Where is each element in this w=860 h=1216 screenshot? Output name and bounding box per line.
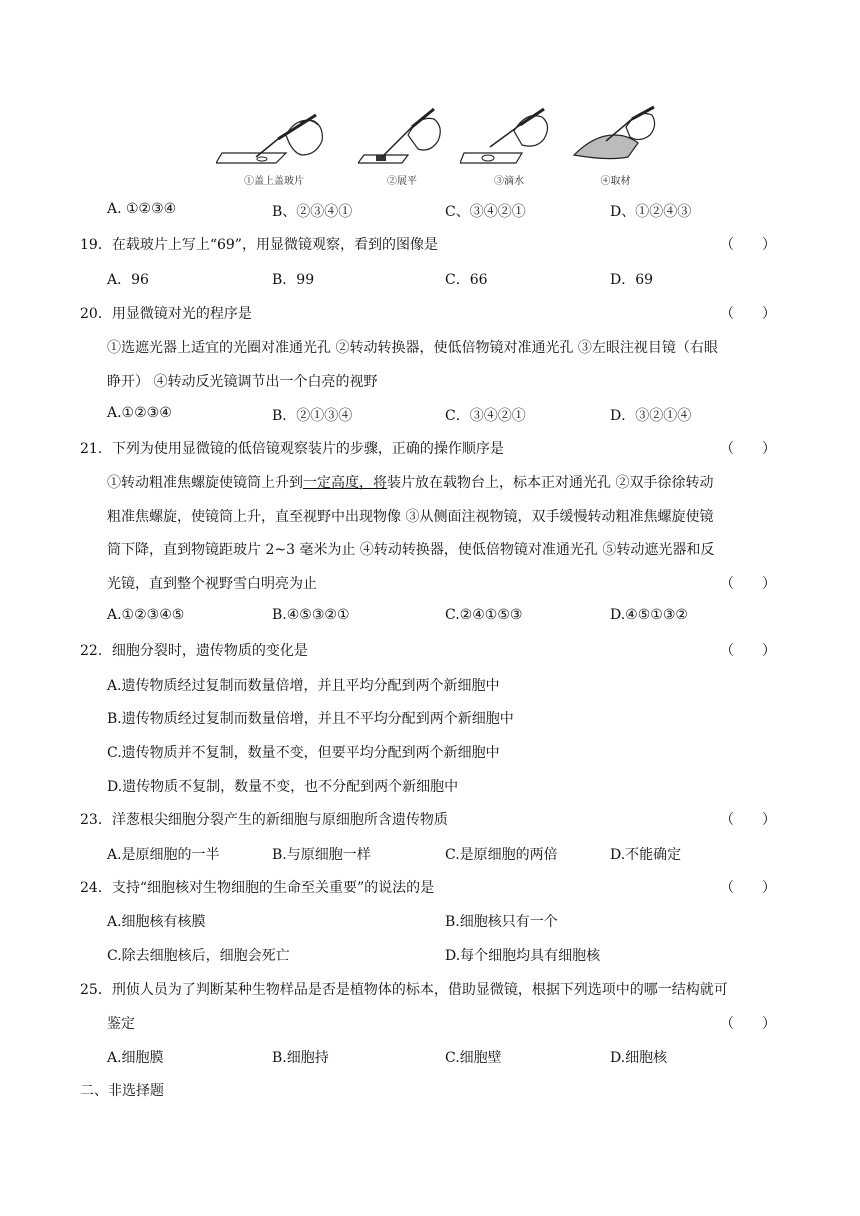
q24-answer-paren: （ ） [720,880,776,896]
q21-option-b: B.④⑤③②① [272,607,350,623]
q22-option-a: A.遗传物质经过复制而数量倍增，并且平均分配到两个新细胞中 [107,678,500,694]
q22-option-c: C.遗传物质并不复制，数量不变，但要平均分配到两个新细胞中 [107,745,500,761]
q21-line2: 粗准焦螺旋，使镜筒上升，直至视野中出现物像 ③从侧面注视物镜，双手缓慢转动粗准焦螺旋使镜 [107,509,714,525]
q25-option-b: B.细胞持 [272,1050,329,1066]
q20-stem: 20．用显微镜对光的程序是 [80,306,252,322]
q21-answer-paren-2: （ ） [720,576,776,592]
q24-stem: 24．支持“细胞核对生物细胞的生命至关重要”的说法的是 [80,880,435,896]
q22-option-d: D.遗传物质不复制，数量不变，也不分配到两个新细胞中 [107,779,459,795]
figure-caption-2: ②展平 [387,176,417,187]
q18-option-c: C、③④②① [445,204,526,220]
q21-line1-underlined: 一定高度，将 [303,475,387,491]
q21-line1-start: ①转动粗准焦螺旋使镜筒上升到 [107,475,303,491]
q22-stem: 22．细胞分裂时，遗传物质的变化是 [80,643,308,659]
q19-option-d: D．69 [610,272,654,288]
q20-option-c: C．③④②① [445,408,526,424]
cover-slip-illustration [216,105,332,175]
q19-option-c: C．66 [445,272,488,288]
q19-option-b: B．99 [272,272,315,288]
figure-caption-1: ①盖上盖玻片 [244,176,304,187]
figure-step-flatten [358,105,446,189]
section-heading: 二、非选择题 [80,1083,164,1099]
q24-option-c: C.除去细胞核后，细胞会死亡 [107,948,290,964]
q21-line4: 光镜，直到整个视野雪白明亮为止 [107,576,317,592]
figure-step-drip-water [460,105,558,189]
q21-line3: 筒下降，直到物镜距玻片 2~3 毫米为止 ④转动转换器，使低倍物镜对准通光孔 ⑤转动遮光器和反 [107,542,715,558]
q21-stem: 21．下列为使用显微镜的低倍镜观察装片的步骤，正确的操作顺序是 [80,441,504,457]
figure-caption-4: ④取材 [600,176,631,187]
q25-line2: 鉴定 [107,1016,135,1032]
q25-option-d: D.细胞核 [610,1050,668,1066]
q18-option-d: D、①②④③ [610,204,692,220]
q24-option-d: D.每个细胞均具有细胞核 [445,948,601,964]
q19-stem: 19．在载玻片上写上“69”，用显微镜观察，看到的图像是 [80,237,438,253]
q21-option-a: A.①②③④⑤ [107,607,185,623]
q21-line1-end: 装片放在载物台上，标本正对通光孔 ②双手徐徐转动 [387,475,714,491]
q18-option-b: B、②③④① [272,204,353,220]
q21-option-c: C.②④①⑤③ [445,607,523,623]
q23-option-a: A.是原细胞的一半 [107,847,220,863]
q23-option-b: B.与原细胞一样 [272,847,371,863]
q18-option-a: A. ①②③④ [107,201,177,217]
q24-option-a: A.细胞核有核膜 [107,914,206,930]
q20-line2: 睁开） ④转动反光镜调节出一个白亮的视野 [107,374,378,390]
q22-option-b: B.遗传物质经过复制而数量倍增，并且不平均分配到两个新细胞中 [107,711,514,727]
q19-option-a: A．96 [107,272,149,288]
q23-option-d: D.不能确定 [610,847,682,863]
q23-stem: 23．洋葱根尖细胞分裂产生的新细胞与原细胞所含遗传物质 [80,812,448,828]
flatten-illustration [358,105,446,175]
q22-answer-paren: （ ） [720,643,776,659]
q20-option-d: D．③②①④ [610,408,692,424]
q25-stem: 25．刑侦人员为了判断某种生物样品是否是植物体的标本，借助显微镜，根据下列选项中的哪一结构就可 [80,982,728,998]
q20-line1: ①选遮光器上适宜的光圈对准通光孔 ②转动转换器，使低倍物镜对准通光孔 ③左眼注视目镜（右眼 [107,340,718,356]
q25-option-a: A.细胞膜 [107,1050,164,1066]
q25-option-c: C.细胞壁 [445,1050,502,1066]
figure-caption-3: ③滴水 [494,176,524,187]
q21-line1 [107,472,713,492]
q19-answer-paren: （ ） [720,237,776,253]
take-material-illustration [572,105,659,175]
q21-answer-paren: （ ） [720,441,776,457]
figure-step-cover-slip [216,105,332,189]
figure-step-take-material [572,105,659,189]
drip-water-illustration [460,105,558,175]
q25-answer-paren: （ ） [720,1016,776,1032]
q23-option-c: C.是原细胞的两倍 [445,847,558,863]
q24-option-b: B.细胞核只有一个 [445,914,558,930]
procedure-figure [216,105,659,189]
q23-answer-paren: （ ） [720,812,776,828]
q20-option-a: A.①②③④ [107,405,172,421]
q21-option-d: D.④⑤①③② [610,607,688,623]
q20-option-b: B．②①③④ [272,408,353,424]
q20-answer-paren: （ ） [720,306,776,322]
